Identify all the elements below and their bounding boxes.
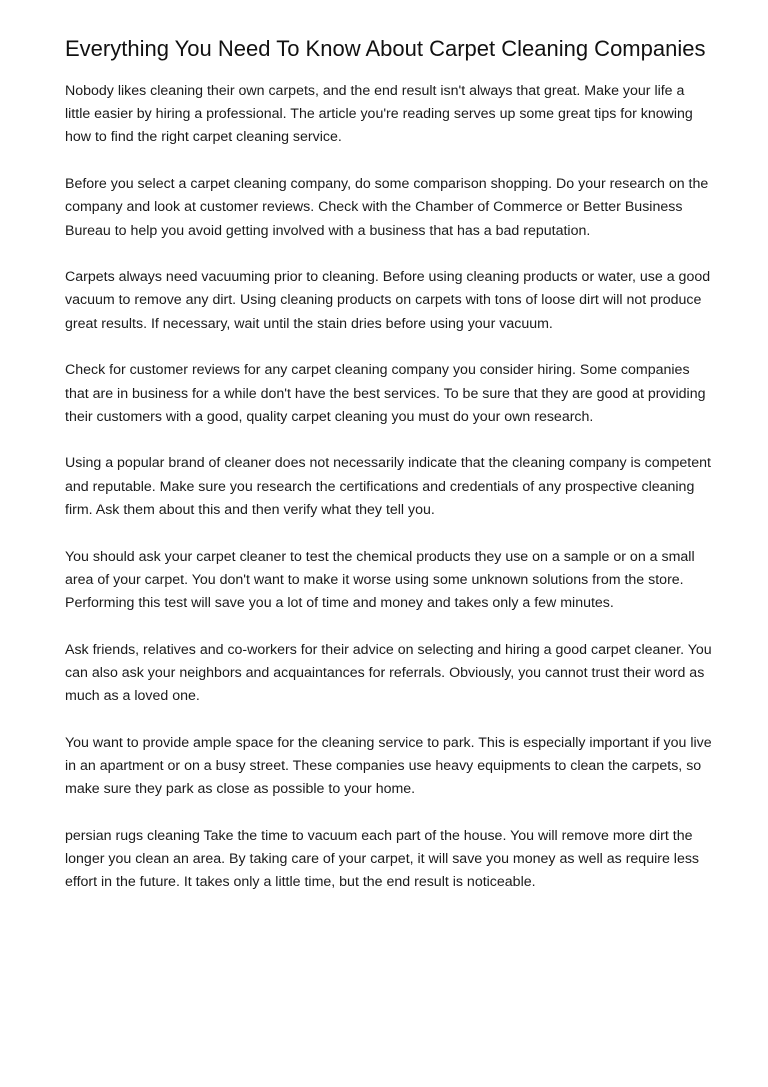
- paragraph-cleaner-brand: Using a popular brand of cleaner does not necessarily indicate that the cleaning company is competent and reputable. Make sure you research the certifications and credentials of any prospective cleaning firm. Ask them about this and then verify what they tell you.: [65, 455, 711, 518]
- paragraph-persian-rugs: persian rugs cleaning Take the time to vacuum each part of the house. You will remove more dirt the longer you clean an area. By taking care of your carpet, it will save you money as well as require less effort in the future. It takes only a little time, but the end result is noticeable.: [65, 827, 700, 891]
- paragraph-customer-reviews: Check for customer reviews for any carpet cleaning company you consider hiring. Some companies that are in business for a while don't have the best services. To be sure that they are good at providing their customers with a good, quality carpet cleaning you must do your own research.: [65, 362, 706, 425]
- paragraph-parking-space: You want to provide ample space for the cleaning service to park. This is especially important if you live in an apartment or on a busy street. These companies use heavy equipments to clean the carpets, so make sure they park as close as possible to your home.: [65, 734, 712, 798]
- paragraph-comparison-shopping: Before you select a carpet cleaning company, do some comparison shopping. Do your research on the company and look at customer reviews. Check with the Chamber of Commerce or Better Business Bureau to help you avoid getting involved with a business that has a bad reputation.: [65, 176, 709, 239]
- paragraph-ask-friends: Ask friends, relatives and co-workers for their advice on selecting and hiring a good carpet cleaner. You can also ask your neighbors and acquaintances for referrals. Obviously, you cannot trust their word as much as a loved one.: [65, 641, 712, 705]
- document-title: Everything You Need To Know About Carpet Cleaning Companies: [65, 36, 706, 61]
- paragraph-test-chemicals: You should ask your carpet cleaner to test the chemical products they use on a sample or on a small area of your carpet. You don't want to make it worse using some unknown solutions from the store. Performing this test will save you a lot of time and money and takes only a few minutes.: [65, 548, 695, 611]
- document-page: [65, 38, 713, 918]
- paragraph-intro: Nobody likes cleaning their own carpets, and the end result isn't always that great. Make your life a little easier by hiring a professional. The article you're reading serves up some great tips for knowing how to find the right carpet cleaning service.: [65, 83, 693, 146]
- paragraph-vacuuming: Carpets always need vacuuming prior to cleaning. Before using cleaning products or water, use a good vacuum to remove any dirt. Using cleaning products on carpets with tons of loose dirt will not produce great results. If necessary, wait until the stain dries before using your vacuum.: [65, 269, 711, 332]
